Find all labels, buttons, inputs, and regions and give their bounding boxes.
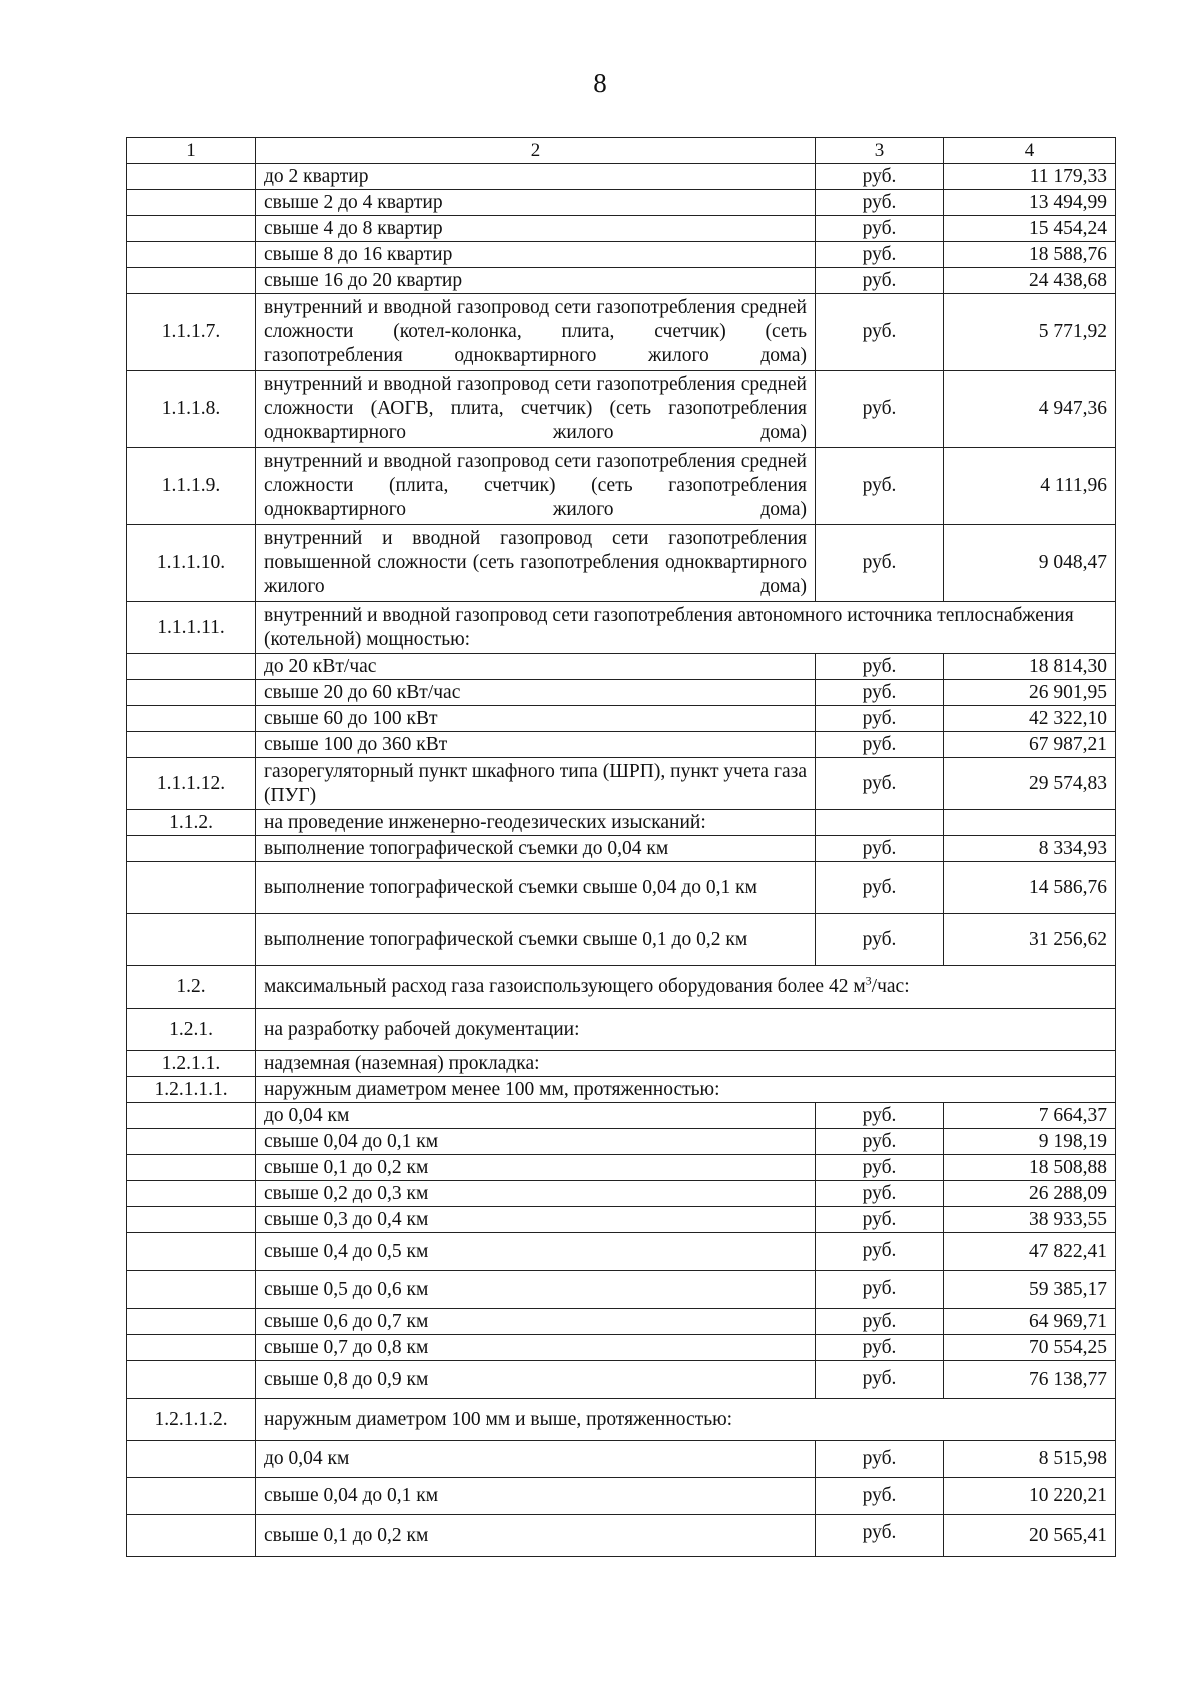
table-row — [127, 268, 1116, 294]
unit-cell: руб. — [816, 706, 944, 732]
description-cell: свыше 8 до 16 квартир — [256, 242, 816, 268]
table-row — [127, 1207, 1116, 1233]
value-cell: 70 554,25 — [944, 1335, 1116, 1361]
table-header-row — [127, 138, 1116, 164]
table-row — [127, 602, 1116, 654]
description-cell: выполнение топографической съемки до 0,04 км — [256, 836, 816, 862]
table-row — [127, 216, 1116, 242]
table-row — [127, 1009, 1116, 1051]
description-cell: свыше 0,1 до 0,2 км — [256, 1515, 816, 1557]
value-cell: 7 664,37 — [944, 1103, 1116, 1129]
unit-cell: руб. — [816, 732, 944, 758]
description-cell — [256, 966, 1116, 1009]
row-number-cell — [127, 1271, 256, 1309]
description-cell: свыше 0,3 до 0,4 км — [256, 1207, 816, 1233]
table-row — [127, 1335, 1116, 1361]
value-cell — [944, 810, 1116, 836]
unit-cell — [816, 810, 944, 836]
description-cell: наружным диаметром 100 мм и выше, протяженностью: — [256, 1399, 1116, 1441]
description-cell: выполнение топографической съемки свыше 0,1 до 0,2 км — [256, 914, 816, 966]
row-number-cell: 1.2. — [127, 966, 256, 1009]
row-number-cell: 1.1.1.9. — [127, 448, 256, 525]
value-cell: 8 515,98 — [944, 1441, 1116, 1478]
unit-cell: руб. — [816, 680, 944, 706]
value-cell: 20 565,41 — [944, 1515, 1116, 1557]
page-number: 8 — [593, 68, 607, 98]
value-cell: 9 198,19 — [944, 1129, 1116, 1155]
unit-cell: руб. — [816, 1129, 944, 1155]
value-cell: 42 322,10 — [944, 706, 1116, 732]
row-number-cell: 1.1.1.11. — [127, 602, 256, 654]
value-cell: 26 901,95 — [944, 680, 1116, 706]
table-row — [127, 190, 1116, 216]
value-cell: 29 574,83 — [944, 758, 1116, 810]
unit-cell: руб. — [816, 1155, 944, 1181]
value-cell: 4 111,96 — [944, 448, 1116, 525]
table-row — [127, 1271, 1116, 1309]
row-number-cell — [127, 1155, 256, 1181]
unit-cell: руб. — [816, 1478, 944, 1515]
description-cell: свыше 4 до 8 квартир — [256, 216, 816, 242]
description-cell: свыше 60 до 100 кВт — [256, 706, 816, 732]
description-cell: до 0,04 км — [256, 1441, 816, 1478]
value-cell: 64 969,71 — [944, 1309, 1116, 1335]
description-cell: свыше 0,7 до 0,8 км — [256, 1335, 816, 1361]
description-cell: свыше 0,04 до 0,1 км — [256, 1478, 816, 1515]
row-number-cell — [127, 732, 256, 758]
description-cell: на разработку рабочей документации: — [256, 1009, 1116, 1051]
unit-cell: руб. — [816, 1233, 944, 1271]
table-row — [127, 758, 1116, 810]
table-row — [127, 1051, 1116, 1077]
value-cell: 67 987,21 — [944, 732, 1116, 758]
table-row — [127, 448, 1116, 525]
row-number-cell — [127, 190, 256, 216]
description-cell: свыше 0,04 до 0,1 км — [256, 1129, 816, 1155]
description-cell: внутренний и вводной газопровод сети газопотребления средней сложности (плита, счетчик) (сеть газопотребления одноквартирного жилого дома) — [256, 448, 816, 525]
row-number-cell — [127, 654, 256, 680]
description-cell: до 0,04 км — [256, 1103, 816, 1129]
table-row — [127, 1233, 1116, 1271]
row-number-cell — [127, 1309, 256, 1335]
row-number-cell: 1.2.1.1.1. — [127, 1077, 256, 1103]
unit-cell: руб. — [816, 1181, 944, 1207]
description-cell: свыше 0,8 до 0,9 км — [256, 1361, 816, 1399]
unit-cell: руб. — [816, 654, 944, 680]
description-cell: наружным диаметром менее 100 мм, протяженностью: — [256, 1077, 1116, 1103]
description-cell: свыше 0,5 до 0,6 км — [256, 1271, 816, 1309]
row-number-cell: 1.2.1.1. — [127, 1051, 256, 1077]
unit-cell: руб. — [816, 1515, 944, 1557]
value-cell: 18 814,30 — [944, 654, 1116, 680]
description-cell: свыше 0,2 до 0,3 км — [256, 1181, 816, 1207]
unit-cell: руб. — [816, 1207, 944, 1233]
description-cell: газорегуляторный пункт шкафного типа (ШРП), пункт учета газа (ПУГ) — [256, 758, 816, 810]
table-row — [127, 164, 1116, 190]
row-number-cell: 1.2.1.1.2. — [127, 1399, 256, 1441]
value-cell: 59 385,17 — [944, 1271, 1116, 1309]
description-cell: до 20 кВт/час — [256, 654, 816, 680]
table-row — [127, 1515, 1116, 1557]
description-tail-text: /час: — [871, 976, 910, 997]
value-cell: 14 586,76 — [944, 862, 1116, 914]
tariff-table — [126, 137, 1116, 1557]
value-cell: 13 494,99 — [944, 190, 1116, 216]
table-row — [127, 1361, 1116, 1399]
value-cell: 76 138,77 — [944, 1361, 1116, 1399]
table-row — [127, 1181, 1116, 1207]
table-row — [127, 1309, 1116, 1335]
table-row — [127, 680, 1116, 706]
description-cell: свыше 0,1 до 0,2 км — [256, 1155, 816, 1181]
table-row — [127, 1155, 1116, 1181]
superscript-text: 3 — [865, 973, 872, 988]
value-cell: 9 048,47 — [944, 525, 1116, 602]
description-cell: надземная (наземная) прокладка: — [256, 1051, 1116, 1077]
row-number-cell — [127, 1335, 256, 1361]
value-cell: 4 947,36 — [944, 371, 1116, 448]
unit-cell: руб. — [816, 758, 944, 810]
unit-cell: руб. — [816, 216, 944, 242]
table-row — [127, 732, 1116, 758]
row-number-cell: 1.2.1. — [127, 1009, 256, 1051]
table-row — [127, 862, 1116, 914]
table-row — [127, 1129, 1116, 1155]
row-number-cell — [127, 1478, 256, 1515]
unit-cell: руб. — [816, 914, 944, 966]
unit-cell: руб. — [816, 242, 944, 268]
table-row — [127, 1077, 1116, 1103]
description-cell: свыше 100 до 360 кВт — [256, 732, 816, 758]
row-number-cell: 1.1.1.10. — [127, 525, 256, 602]
value-cell: 8 334,93 — [944, 836, 1116, 862]
row-number-cell — [127, 1515, 256, 1557]
description-cell: свыше 16 до 20 квартир — [256, 268, 816, 294]
description-cell: свыше 0,6 до 0,7 км — [256, 1309, 816, 1335]
value-cell: 47 822,41 — [944, 1233, 1116, 1271]
row-number-cell — [127, 680, 256, 706]
description-text: максимальный расход газа газоиспользующего оборудования более 42 м — [264, 976, 866, 997]
description-cell: свыше 2 до 4 квартир — [256, 190, 816, 216]
row-number-cell — [127, 268, 256, 294]
row-number-cell — [127, 862, 256, 914]
value-cell: 15 454,24 — [944, 216, 1116, 242]
row-number-cell — [127, 914, 256, 966]
unit-cell: руб. — [816, 862, 944, 914]
row-number-cell: 1.1.1.12. — [127, 758, 256, 810]
value-cell: 18 508,88 — [944, 1155, 1116, 1181]
description-cell: внутренний и вводной газопровод сети газопотребления автономного источника теплоснабжения (котельной) мощностью: — [256, 602, 1116, 654]
table-row — [127, 836, 1116, 862]
unit-cell: руб. — [816, 1271, 944, 1309]
description-cell: внутренний и вводной газопровод сети газопотребления средней сложности (котел-колонка, плита, счетчик) (сеть газопотребления одноквартирного жилого дома) — [256, 294, 816, 371]
unit-cell: руб. — [816, 525, 944, 602]
row-number-cell — [127, 164, 256, 190]
row-number-cell — [127, 216, 256, 242]
table-row — [127, 914, 1116, 966]
value-cell: 11 179,33 — [944, 164, 1116, 190]
column-header-1: 1 — [127, 138, 256, 164]
unit-cell: руб. — [816, 1309, 944, 1335]
table-row — [127, 525, 1116, 602]
description-cell: на проведение инженерно-геодезических изысканий: — [256, 810, 816, 836]
unit-cell: руб. — [816, 164, 944, 190]
row-number-cell — [127, 1441, 256, 1478]
value-cell: 5 771,92 — [944, 294, 1116, 371]
value-cell: 26 288,09 — [944, 1181, 1116, 1207]
unit-cell: руб. — [816, 371, 944, 448]
unit-cell: руб. — [816, 190, 944, 216]
row-number-cell: 1.1.1.7. — [127, 294, 256, 371]
row-number-cell — [127, 706, 256, 732]
table-row — [127, 1441, 1116, 1478]
table-row — [127, 371, 1116, 448]
description-cell: выполнение топографической съемки свыше 0,04 до 0,1 км — [256, 862, 816, 914]
column-header-2: 2 — [256, 138, 816, 164]
description-cell: до 2 квартир — [256, 164, 816, 190]
row-number-cell — [127, 1361, 256, 1399]
description-cell: свыше 0,4 до 0,5 км — [256, 1233, 816, 1271]
unit-cell: руб. — [816, 836, 944, 862]
table-row — [127, 1478, 1116, 1515]
value-cell: 24 438,68 — [944, 268, 1116, 294]
unit-cell: руб. — [816, 268, 944, 294]
table-row — [127, 1399, 1116, 1441]
row-number-cell — [127, 242, 256, 268]
row-number-cell — [127, 1233, 256, 1271]
row-number-cell: 1.1.1.8. — [127, 371, 256, 448]
row-number-cell — [127, 1181, 256, 1207]
table-row — [127, 242, 1116, 268]
value-cell: 18 588,76 — [944, 242, 1116, 268]
unit-cell: руб. — [816, 1103, 944, 1129]
unit-cell: руб. — [816, 294, 944, 371]
table-row — [127, 706, 1116, 732]
description-cell: внутренний и вводной газопровод сети газопотребления средней сложности (АОГВ, плита, счетчик) (сеть газопотребления одноквартирного жилого дома) — [256, 371, 816, 448]
value-cell: 38 933,55 — [944, 1207, 1116, 1233]
table-row — [127, 1103, 1116, 1129]
table-row — [127, 654, 1116, 680]
row-number-cell — [127, 1129, 256, 1155]
unit-cell: руб. — [816, 448, 944, 525]
table-row — [127, 966, 1116, 1009]
table-row — [127, 294, 1116, 371]
column-header-3: 3 — [816, 138, 944, 164]
unit-cell: руб. — [816, 1441, 944, 1478]
row-number-cell — [127, 836, 256, 862]
column-header-4: 4 — [944, 138, 1116, 164]
description-cell: свыше 20 до 60 кВт/час — [256, 680, 816, 706]
value-cell: 31 256,62 — [944, 914, 1116, 966]
unit-cell: руб. — [816, 1361, 944, 1399]
row-number-cell — [127, 1103, 256, 1129]
table-row — [127, 810, 1116, 836]
row-number-cell — [127, 1207, 256, 1233]
unit-cell: руб. — [816, 1335, 944, 1361]
description-cell: внутренний и вводной газопровод сети газопотребления повышенной сложности (сеть газопотребления одноквартирного жилого дома) — [256, 525, 816, 602]
value-cell: 10 220,21 — [944, 1478, 1116, 1515]
row-number-cell: 1.1.2. — [127, 810, 256, 836]
